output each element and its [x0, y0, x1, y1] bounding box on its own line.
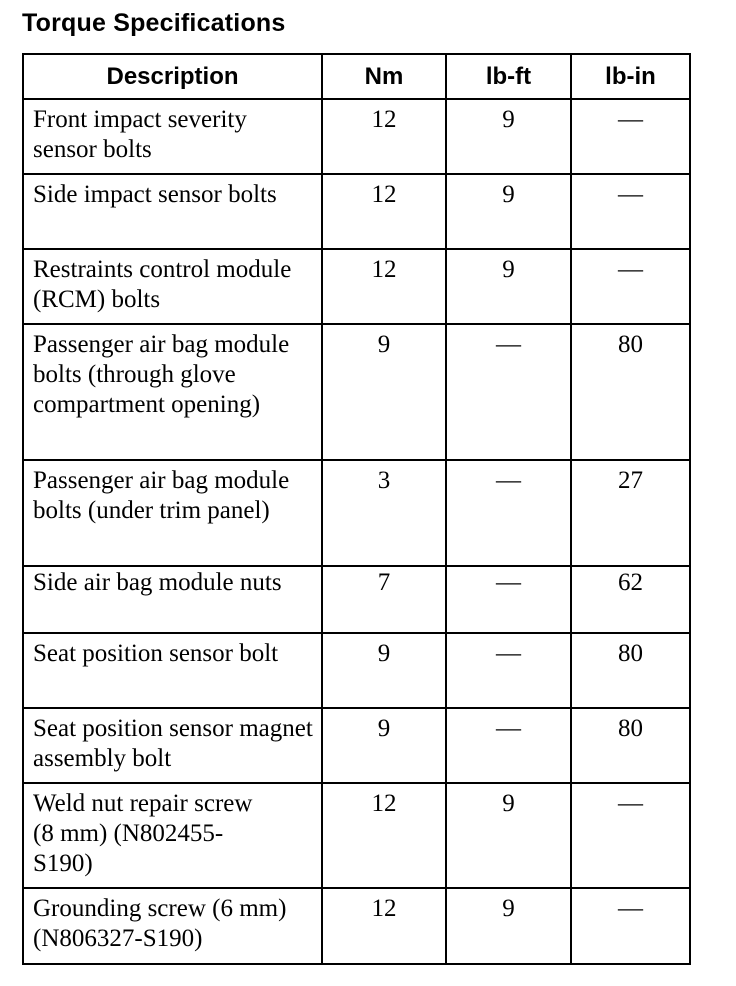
nm-cell: 9 [322, 708, 446, 783]
lb-ft-cell: 9 [446, 249, 571, 324]
lb-ft-cell: — [446, 708, 571, 783]
description-cell: Passenger air bag module bolts (under trim panel) [23, 460, 322, 566]
table-row [23, 324, 690, 460]
table-row [23, 633, 690, 708]
nm-cell: 12 [322, 888, 446, 964]
table-row [23, 460, 690, 566]
lb-ft-cell: — [446, 566, 571, 633]
lb-in-cell: 80 [571, 324, 690, 460]
table-row [23, 888, 690, 964]
description-cell: Grounding screw (6 mm) (N806327-S190) [23, 888, 322, 964]
description-cell: Side air bag module nuts [23, 566, 322, 633]
table-row [23, 249, 690, 324]
lb-in-cell: — [571, 249, 690, 324]
description-cell: Restraints control module (RCM) bolts [23, 249, 322, 324]
lb-in-cell: 80 [571, 633, 690, 708]
column-header-lb-ft: lb-ft [446, 54, 571, 99]
lb-ft-cell: 9 [446, 99, 571, 174]
nm-cell: 9 [322, 324, 446, 460]
lb-in-cell: — [571, 174, 690, 249]
column-header-nm: Nm [322, 54, 446, 99]
lb-in-cell: 80 [571, 708, 690, 783]
lb-ft-cell: — [446, 460, 571, 566]
table-row [23, 783, 690, 888]
column-header-lb-in: lb-in [571, 54, 690, 99]
lb-ft-cell: — [446, 324, 571, 460]
table-header-row [23, 54, 690, 99]
lb-ft-cell: 9 [446, 783, 571, 888]
column-header-description: Description [23, 54, 322, 99]
lb-in-cell: 27 [571, 460, 690, 566]
table-row [23, 174, 690, 249]
description-cell: Side impact sensor bolts [23, 174, 322, 249]
description-cell: Seat position sensor magnet assembly bolt [23, 708, 322, 783]
nm-cell: 12 [322, 99, 446, 174]
page-title: Torque Specifications [22, 9, 286, 37]
nm-cell: 9 [322, 633, 446, 708]
lb-ft-cell: — [446, 633, 571, 708]
lb-ft-cell: 9 [446, 174, 571, 249]
nm-cell: 12 [322, 249, 446, 324]
description-cell: Weld nut repair screw (8 mm) (N802455-S190) [23, 783, 322, 888]
nm-cell: 12 [322, 783, 446, 888]
lb-in-cell: 62 [571, 566, 690, 633]
description-cell: Passenger air bag module bolts (through glove compartment opening) [23, 324, 322, 460]
nm-cell: 7 [322, 566, 446, 633]
lb-in-cell: — [571, 888, 690, 964]
description-cell: Front impact severity sensor bolts [23, 99, 322, 174]
table-row [23, 708, 690, 783]
lb-in-cell: — [571, 99, 690, 174]
lb-in-cell: — [571, 783, 690, 888]
nm-cell: 12 [322, 174, 446, 249]
torque-spec-table [22, 53, 691, 965]
table-row [23, 566, 690, 633]
lb-ft-cell: 9 [446, 888, 571, 964]
nm-cell: 3 [322, 460, 446, 566]
description-cell: Seat position sensor bolt [23, 633, 322, 708]
table-row [23, 99, 690, 174]
